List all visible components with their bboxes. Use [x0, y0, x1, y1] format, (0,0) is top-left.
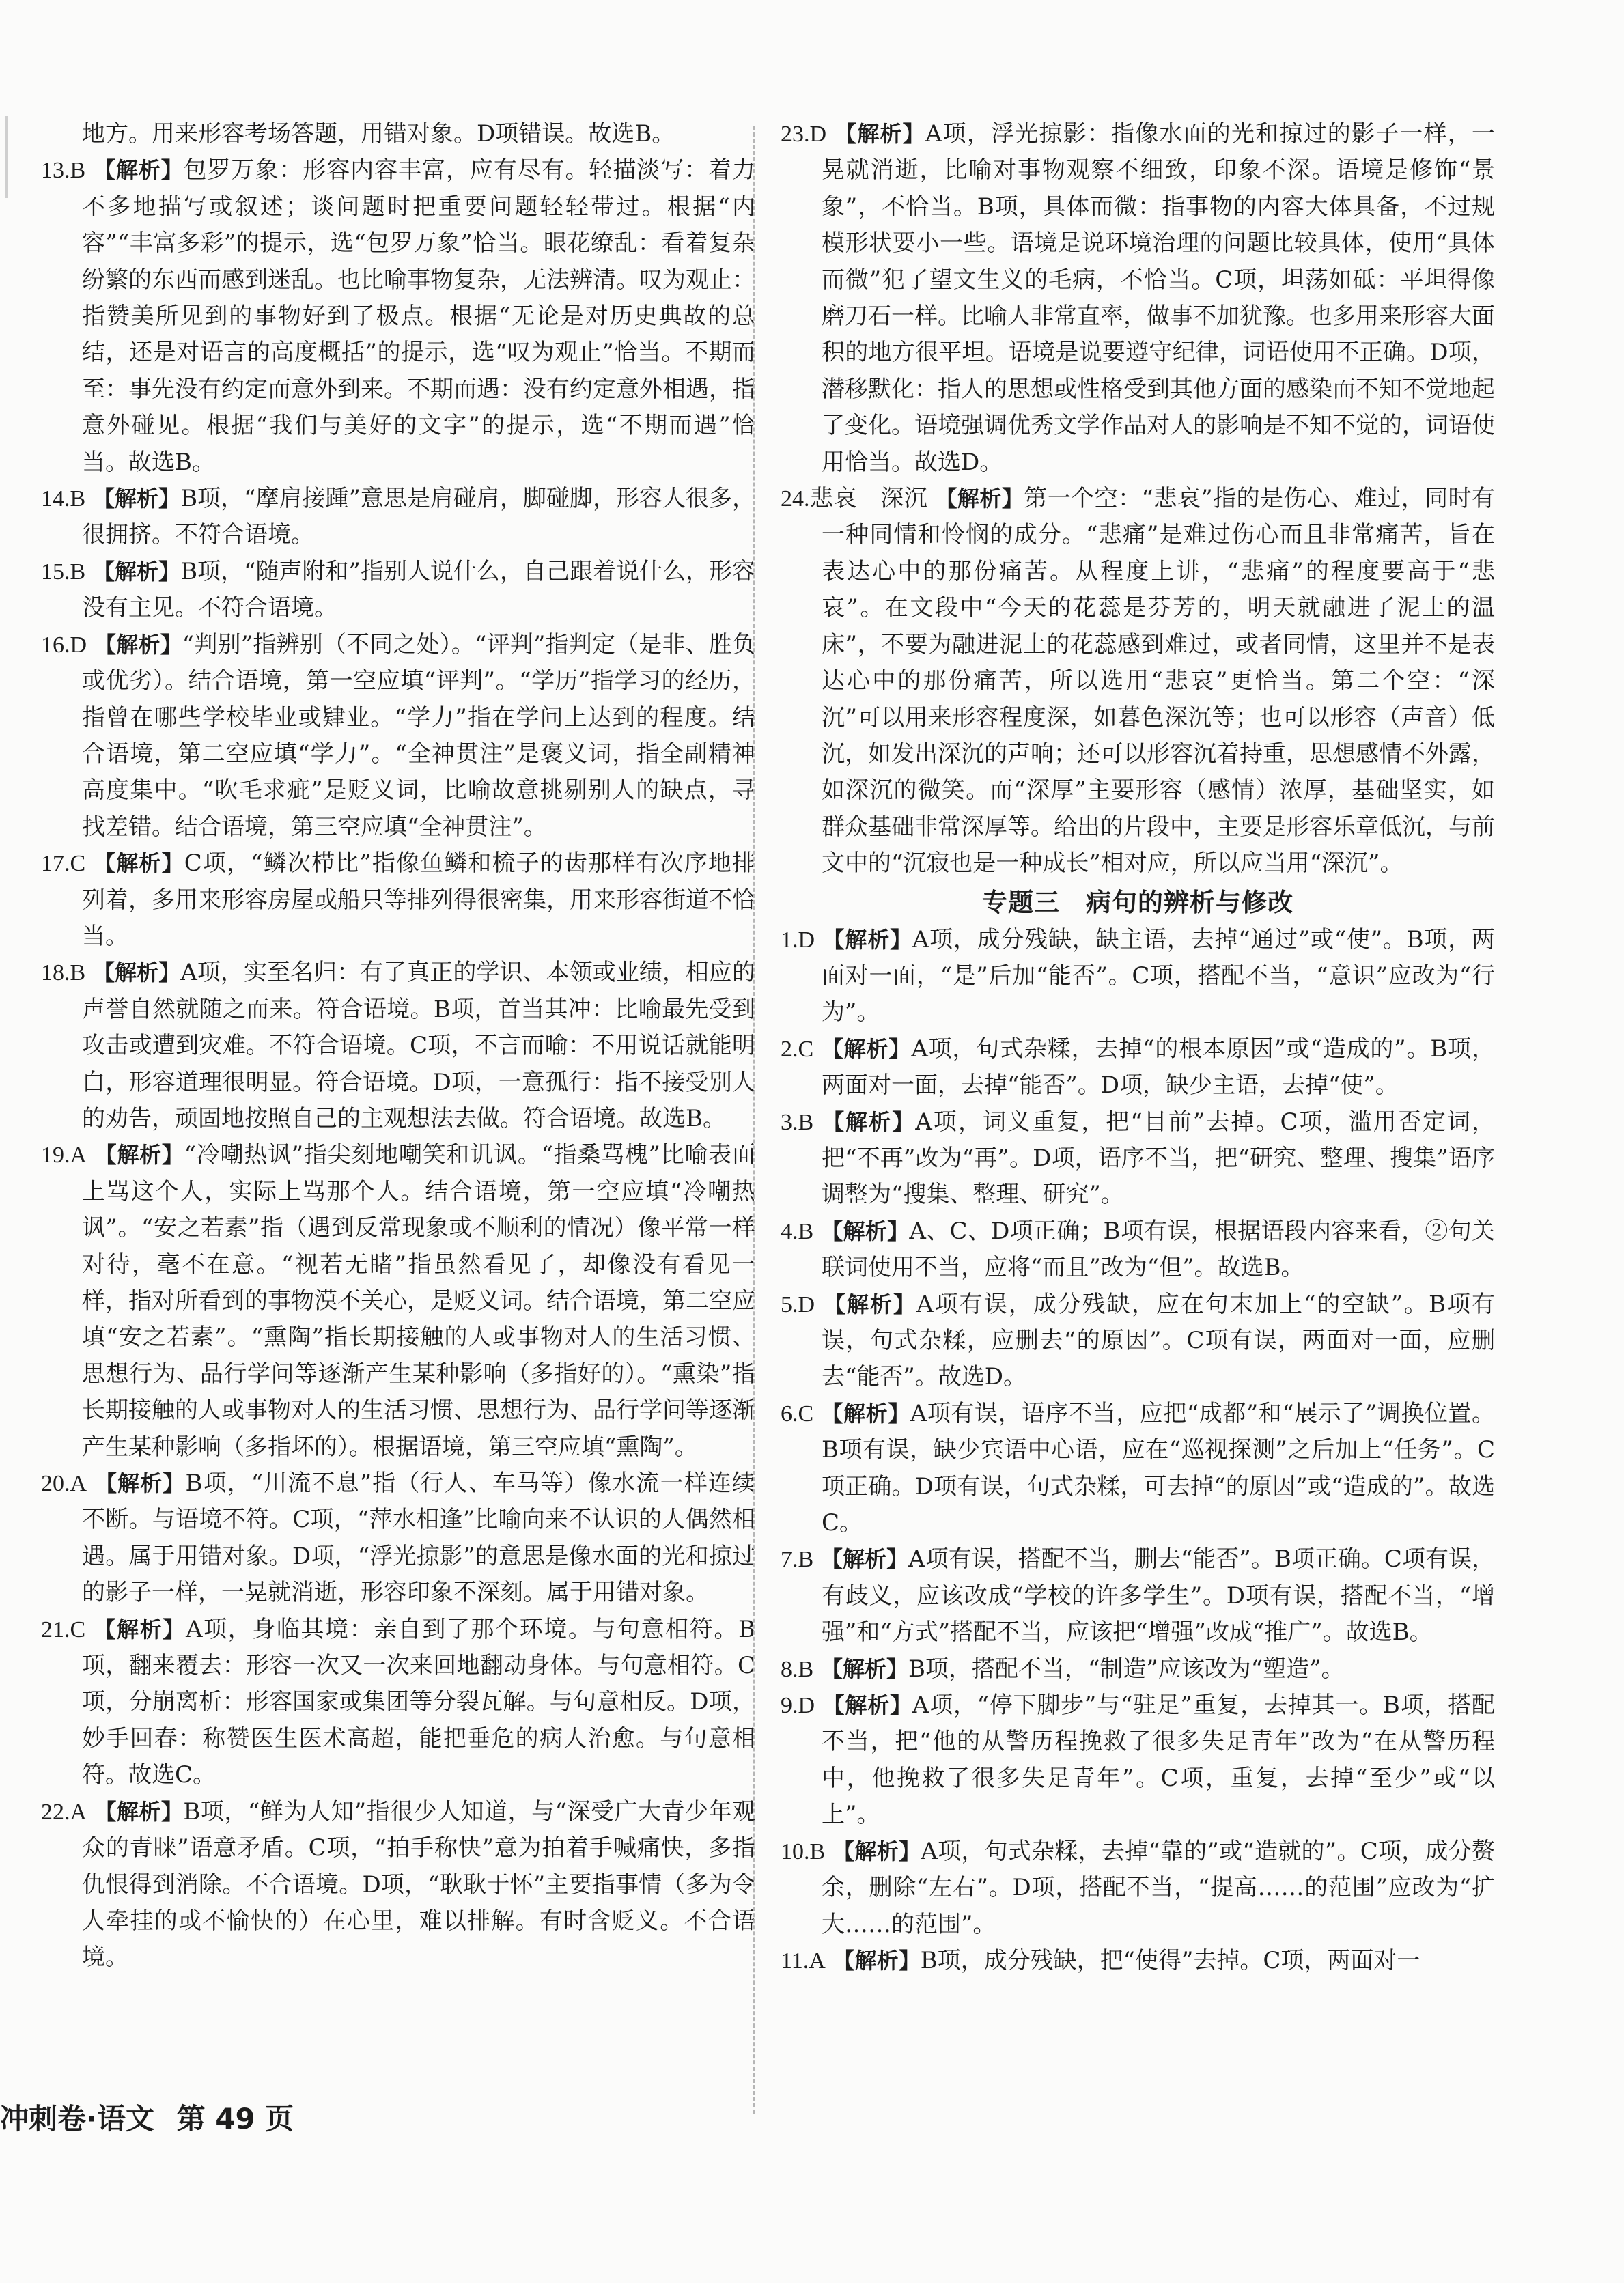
answer-number: 2.C: [781, 1036, 814, 1062]
answer-number: 9.D: [781, 1693, 815, 1719]
footer-page-number: 第 49 页: [176, 2102, 294, 2135]
answer-text: A项有误，搭配不当，删去“能否”。B项正确。C项有误，有歧义，应该改成“学校的许多学生”。D项有误，搭配不当，“增强”和“方式”搭配不当，应该把“增强”改成“推广”。故选B。: [822, 1545, 1495, 1647]
page-footer: [0, 2097, 294, 2138]
answer-number: 15.B: [41, 559, 86, 585]
answer-number: 16.D: [41, 632, 87, 658]
left-margin-rule: [5, 116, 8, 198]
right-column: [781, 116, 1495, 1979]
answer-item: [781, 1651, 1495, 1687]
answer-number: 6.C: [781, 1401, 814, 1427]
answer-text: B项，成分残缺，把“使得”去掉。C项，两面对一: [920, 1946, 1420, 1974]
answer-number: 22.A: [41, 1799, 87, 1825]
answer-number: 4.B: [781, 1218, 814, 1244]
answer-text: 第一个空：“悲哀”指的是伤心、难过，同时有一种同情和怜悯的成分。“悲痛”是难过伤心而且非常痛苦，旨在表达心中的那份痛苦。从程度上讲，“悲痛”的程度要高于“悲哀”。在文段中“今天的花蕊是芬芳的，明天就融进了泥土的温床”，不要为融进泥土的花蕊感到难过，或者同情，这里并不是表达心中的那份痛苦，所以选用“悲哀”更恰当。第二个空：“深沉”可以用来形容程度深，如暮色深沉等；也可以形容（声音）低沉，如发出深沉的声响；还可以形容沉着持重，思想感情不外露，如深沉的微笑。而“深厚”主要形容（感情）浓厚，基础坚实，如群众基础非常深厚等。给出的片段中，主要是形容乐章低沉，与前文中的“沉寂也是一种成长”相对应，所以应当用“深沉”。: [822, 485, 1495, 878]
answer-item: [41, 1612, 755, 1794]
answer-item: [41, 554, 755, 627]
answer-text: B项，“鲜为人知”指很少人知道，与“深受广大青少年观众的青睐”语意矛盾。C项，“拍手称快”意为拍着手喊痛快，多指仇恨得到消除。不合语境。D项，“耿耿于怀”主要指事情（多为令人牵挂的或不愉快的）在心里，难以排解。有时含贬义。不合语境。: [82, 1797, 755, 1972]
answer-item: [41, 845, 755, 955]
answer-item: [781, 1687, 1495, 1834]
answer-item: [781, 1541, 1495, 1651]
answer-text: A项，成分残缺，缺主语，去掉“通过”或“使”。B项，两面对一面，“是”后加“能否”。C项，搭配不当，“意识”应改为“行为”。: [822, 925, 1495, 1026]
answer-item: [41, 1794, 755, 1976]
answer-text: “判别”指辨别（不同之处）。“评判”指判定（是非、胜负或优劣）。结合语境，第一空应填“评判”。“学历”指学习的经历，指曾在哪些学校毕业或肄业。“学力”指在学问上达到的程度。结合语境，第二空应填“学力”。“全神贯注”是褒义词，指全副精神高度集中。“吹毛求疵”是贬义词，比喻故意挑剔别人的缺点，寻找差错。结合语境，第三空应填“全神贯注”。: [82, 630, 756, 841]
answer-number: 13.B: [41, 158, 86, 184]
footer-series: 冲刺卷·语文: [0, 2102, 154, 2135]
right-column-top: [781, 116, 1495, 882]
answer-number: 19.A: [41, 1143, 87, 1168]
analysis-tag: 【解析】: [821, 1218, 910, 1244]
analysis-tag: 【解析】: [93, 960, 181, 986]
analysis-tag: 【解析】: [94, 631, 182, 658]
answer-number: 3.B: [781, 1109, 814, 1135]
answer-item: [781, 481, 1495, 882]
analysis-tag: 【解析】: [94, 1798, 184, 1825]
answer-number: 8.B: [781, 1656, 814, 1682]
analysis-tag: 【解析】: [93, 157, 184, 184]
analysis-tag: 【解析】: [823, 1291, 917, 1317]
analysis-tag: 【解析】: [94, 1616, 186, 1642]
answer-text: C项，“鳞次栉比”指像鱼鳞和梳子的齿那样有次序地排列着，多用来形容房屋或船只等排列得很密集，用来形容街道不恰当。: [82, 850, 755, 950]
answer-number: 23.D: [781, 122, 827, 147]
answer-text: A项，词义重复，把“目前”去掉。C项，滥用否定词，把“不再”改为“再”。D项，语序不当，把“研究、整理、搜集”语序调整为“搜集、整理、研究”。: [822, 1108, 1495, 1209]
answer-number: 10.B: [781, 1838, 826, 1864]
answer-number: 5.D: [781, 1291, 815, 1317]
answer-item: [41, 1466, 755, 1612]
analysis-tag: 【解析】: [821, 1655, 909, 1682]
answer-item: [41, 152, 755, 481]
answer-item: [781, 1104, 1495, 1214]
answer-number: 24.悲哀 深沉: [781, 486, 928, 512]
answer-item: [41, 116, 755, 152]
analysis-tag: 【解析】: [821, 1546, 909, 1573]
analysis-tag: 【解析】: [821, 1035, 912, 1062]
answer-number: 14.B: [41, 486, 86, 512]
answer-text: A项，句式杂糅，去掉“靠的”或“造就的”。C项，成分赘余，删除“左右”。D项，搭配不当，“提高……的范围”应改为“扩大……的范围”。: [822, 1837, 1495, 1938]
answer-item: [41, 1137, 755, 1466]
answer-item: [781, 1031, 1495, 1104]
answer-number: 17.C: [41, 851, 86, 877]
analysis-tag: 【解析】: [95, 1470, 186, 1497]
analysis-tag: 【解析】: [832, 1947, 921, 1974]
answer-text: A项，句式杂糅，去掉“的根本原因”或“造成的”。B项，两面对一面，去掉“能否”。D项，缺少主语，去掉“使”。: [822, 1035, 1495, 1100]
answer-text: B项，“川流不息”指（行人、车马等）像水流一样连续不断。与语境不符。C项，“萍水相逢”比喻向来不认识的人偶然相遇。属于用错对象。D项，“浮光掠影”的意思是像水面的光和掠过的影子一样，一晃就消逝，形容印象不深刻。属于用错对象。: [82, 1470, 755, 1607]
analysis-tag: 【解析】: [821, 1400, 910, 1427]
answer-text: B项，“摩肩接踵”意思是肩碰肩，脚碰脚，形容人很多，很拥挤。不符合语境。: [82, 485, 756, 549]
answer-item: [781, 1287, 1495, 1396]
analysis-tag: 【解析】: [822, 1108, 916, 1135]
left-column: [41, 116, 755, 1976]
answer-text: “冷嘲热讽”指尖刻地嘲笑和讥讽。“指桑骂槐”比喻表面上骂这个人，实际上骂那个人。结合语境，第一空应填“冷嘲热讽”。“安之若素”指（遇到反常现象或不顺利的情况）像平常一样对待，毫不在意。“视若无睹”指虽然看见了，却像没有看见一样，指对所看到的事物漠不关心，是贬义词。结合语境，第二空应填“安之若素”。“熏陶”指长期接触的人或事物对人的生活习惯、思想行为、品行学问等逐渐产生某种影响（多指好的）。“熏染”指长期接触的人或事物对人的生活习惯、思想行为、品行学问等逐渐产生某种影响（多指坏的）。根据语境，第三空应填“熏陶”。: [82, 1141, 755, 1461]
answer-number: 1.D: [781, 927, 815, 953]
answer-text: A项，浮光掠影：指像水面的光和掠过的影子一样，一晃就消逝，比喻对事物观察不细致，印象不深。语境是修饰“景象”，不恰当。B项，具体而微：指事物的内容大体具备，不过规模形状要小一些。语境是说环境治理的问题比较具体，使用“具体而微”犯了望文生义的毛病，不恰当。C项，坦荡如砥：平坦得像磨刀石一样。比喻人非常直率，做事不加犹豫。也多用来形容大面积的地方很平坦。语境是说要遵守纪律，词语使用不正确。D项，潜移默化：指人的思想或性格受到其他方面的感染而不知不觉地起了变化。语境强调优秀文学作品对人的影响是不知不觉的，词语使用恰当。故选D。: [822, 120, 1495, 476]
right-column-bottom: [781, 922, 1495, 1980]
section-title: 专题三 病句的辨析与修改: [982, 887, 1293, 917]
answer-item: [781, 1834, 1495, 1943]
answer-number: 7.B: [781, 1547, 814, 1573]
analysis-tag: 【解析】: [822, 926, 912, 953]
analysis-tag: 【解析】: [93, 558, 181, 585]
analysis-tag: 【解析】: [935, 486, 1024, 512]
analysis-tag: 【解析】: [94, 1142, 184, 1168]
answer-text: B项，“随声附和”指别人说什么，自己跟着说什么，形容没有主见。不符合语境。: [82, 557, 756, 622]
answer-number: 18.B: [41, 960, 86, 986]
analysis-tag: 【解析】: [832, 1838, 921, 1864]
answer-text: 地方。用来形容考场答题，用错对象。D项错误。故选B。: [82, 120, 675, 148]
analysis-tag: 【解析】: [94, 850, 184, 877]
answer-text: A项有误，语序不当，应把“成都”和“展示了”调换位置。B项有误，缺少宾语中心语，应在“巡视探测”之后加上“任务”。C项正确。D项有误，句式杂糅，可去掉“的原因”或“造成的”。故选C。: [822, 1399, 1495, 1537]
answer-text: A项，“停下脚步”与“驻足”重复，去掉其一。B项，搭配不当，把“他的从警历程挽救了很多失足青年”改为“在从警历程中，他挽救了很多失足青年”。C项，重复，去掉“至少”或“以上”。: [822, 1692, 1495, 1829]
answer-item: [41, 481, 755, 554]
answer-number: 11.A: [781, 1948, 826, 1974]
analysis-tag: 【解析】: [93, 486, 181, 512]
answer-item: [781, 1943, 1495, 1979]
answer-item: [41, 627, 755, 845]
analysis-tag: 【解析】: [835, 121, 925, 147]
answer-number: 20.A: [41, 1471, 87, 1497]
answer-text: A项有误，成分残缺，应在句末加上“的空缺”。B项有误，句式杂糅，应删去“的原因”。C项有误，两面对一面，应删去“能否”。故选D。: [822, 1290, 1495, 1391]
answer-text: 包罗万象：形容内容丰富，应有尽有。轻描淡写：着力不多地描写或叙述；谈问题时把重要问题轻轻带过。根据“内容”“丰富多彩”的提示，选“包罗万象”恰当。眼花缭乱：看着复杂纷繁的东西而感到迷乱。也比喻事物复杂，无法辨清。叹为观止：指赞美所见到的事物好到了极点。根据“无论是对历史典故的总结，还是对语言的高度概括”的提示，选“叹为观止”恰当。不期而至：事先没有约定而意外到来。不期而遇：没有约定意外相遇，指意外碰见。根据“我们与美好的文字”的提示，选“不期而遇”恰当。故选B。: [82, 156, 755, 476]
column-divider: [753, 126, 755, 2114]
answer-number: 21.C: [41, 1616, 86, 1642]
analysis-tag: 【解析】: [822, 1692, 912, 1719]
answer-text: A、C、D项正确；B项有误，根据语段内容来看，②句关联词使用不当，应将“而且”改为“但”。故选B。: [822, 1217, 1495, 1282]
answer-item: [781, 1396, 1495, 1542]
answer-text: A项，实至名归：有了真正的学识、本领或业绩，相应的声誉自然就随之而来。符合语境。B项，首当其冲：比喻最先受到攻击或遭到灾难。不符合语境。C项，不言而喻：不用说话就能明白，形容道理很明显。符合语境。D项，一意孤行：指不接受别人的劝告，顽固地按照自己的主观想法去做。符合语境。故选B。: [82, 959, 755, 1132]
answer-item: [41, 955, 755, 1137]
answer-text: A项，身临其境：亲自到了那个环境。与句意相符。B项，翻来覆去：形容一次又一次来回地翻动身体。与句意相符。C项，分崩离析：形容国家或集团等分裂瓦解。与句意相反。D项，妙手回春：称赞医生医术高超，能把垂危的病人治愈。与句意相符。故选C。: [82, 1615, 755, 1789]
answer-item: [781, 116, 1495, 481]
answer-item: [781, 1214, 1495, 1287]
answer-item: [781, 922, 1495, 1031]
answer-text: B项，搭配不当，“制造”应该改为“塑造”。: [908, 1655, 1345, 1683]
